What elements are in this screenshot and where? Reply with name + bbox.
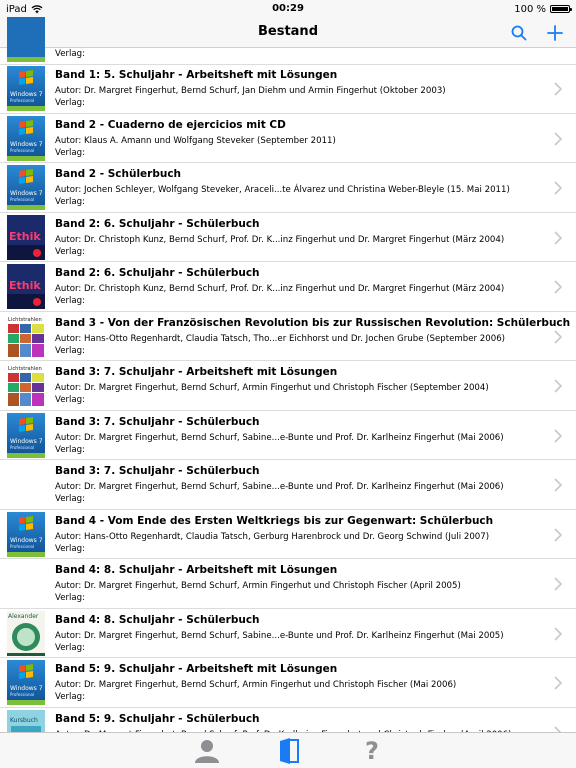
book-cover [7,165,45,210]
chevron-right-icon [554,527,562,541]
status-time: 00:29 [272,3,304,14]
book-publisher: Verlag: [55,494,86,504]
book-cover [7,561,45,606]
svg-text:Lichtstrahlen: Lichtstrahlen [8,316,42,323]
book-publisher: Verlag: [55,296,86,306]
book-cover [7,512,45,557]
book-title: Band 3: 7. Schuljahr - Arbeitsheft mit Lösungen [55,366,338,378]
book-cover [7,462,45,507]
book-publisher: Verlag: [55,692,86,702]
book-publisher: Verlag: [55,345,86,356]
chevron-right-icon [554,576,562,590]
book-title: Band 4 - Vom Ende des Ersten Weltkriegs bis zur Gegenwart: Schülerbuch [55,514,494,527]
book-author: Autor: Dr. Margret Fingerhut, Bernd Schurf, Sabine...e-Bunte und Prof. Dr. Karlheinz Fingerhut (Mai 2005) [55,630,504,641]
list-item-partial[interactable] [0,15,576,65]
battery-icon [550,5,570,13]
book-author: Autor: Dr. Margret Fingerhut, Bernd Schurf, Jan Diehm und Armin Fingerhut (Oktober 2003) [55,86,446,96]
tab-help[interactable] [357,736,387,766]
list-item[interactable] [0,411,576,461]
book-author: Autor: Dr. Margret Fingerhut, Bernd Schurf, Sabine...e-Bunte und Prof. Dr. Karlheinz Fingerhut (Mai 2006) [55,432,504,443]
svg-text:Ethik: Ethik [9,279,41,292]
svg-text:Professional: Professional [10,444,35,450]
book-cover [7,116,45,161]
book-title: Band 3: 7. Schuljahr - Schülerbuch [55,465,260,477]
chevron-right-icon [554,131,562,145]
book-publisher: Verlag: [55,197,86,207]
book-title: Band 3 - Von der Französischen Revolution bis zur Russischen Revolution: Schülerbuch [55,316,571,329]
book-cover [7,660,45,705]
book-cover [7,314,45,359]
device-label: iPad [6,3,27,15]
book-author: Autor: Hans-Otto Regenhardt, Claudia Tatsch, Tho...er Eichhorst und Dr. Jochen Grube (September 2006) [55,333,506,344]
list-item[interactable] [0,114,576,164]
book-title: Band 2: 6. Schuljahr - Schülerbuch [55,267,260,279]
book-publisher: Verlag: [55,147,86,158]
book-author: Autor: Dr. Margret Fingerhut, Bernd Schurf, Armin Fingerhut und Christoph Fischer (April 2005) [55,581,461,591]
svg-text:Windows 7: Windows 7 [10,91,43,98]
list-item[interactable] [0,460,576,510]
book-author: Autor: Dr. Margret Fingerhut, Bernd Schurf, Armin Fingerhut und Christoph Fischer (Mai 2006) [55,680,457,690]
page-title: Bestand [257,24,318,39]
book-icon [278,738,300,764]
svg-text:Windows 7: Windows 7 [10,536,43,544]
list-item[interactable] [0,163,576,213]
book-list[interactable] [0,48,576,732]
book-author: Autor: Hans-Otto Regenhardt, Claudia Tatsch, Gerburg Harenbrock und Dr. Georg Schwind (Juli 2007) [55,531,490,542]
book-title: Band 4: 8. Schuljahr - Arbeitsheft mit Lösungen [55,564,338,576]
battery-percent: 100 % [514,3,546,15]
book-author: Autor: Dr. Margret Fingerhut, Bernd Schurf, Sabine...e-Bunte und Prof. Dr. Karlheinz Fingerhut (Mai 2006) [55,482,504,492]
list-item[interactable] [0,312,576,362]
list-item[interactable] [0,213,576,263]
svg-text:Windows 7: Windows 7 [10,190,43,197]
svg-text:Professional: Professional [10,543,35,549]
chevron-right-icon [554,279,562,293]
book-title: Band 2 - Schülerbuch [55,168,182,180]
svg-text:Professional: Professional [10,197,35,202]
book-publisher: Verlag: [55,395,86,405]
chevron-right-icon [554,428,562,442]
chevron-right-icon [554,81,562,95]
book-publisher: Verlag: [55,444,86,455]
book-publisher: Verlag: [55,593,86,603]
svg-text:Kursbuch: Kursbuch [10,716,38,724]
book-publisher: Verlag: [55,49,86,59]
chevron-right-icon [554,180,562,194]
book-cover [7,413,45,458]
list-item[interactable] [0,658,576,708]
chevron-right-icon [554,329,562,343]
chevron-right-icon [554,378,562,392]
chevron-right-icon [554,230,562,244]
tab-bar [0,732,576,768]
book-author: Autor: Dr. Christoph Kunz, Bernd Schurf, Prof. Dr. K...inz Fingerhut und Dr. Margret Fingerhut (März 2004) [55,284,505,294]
book-title: Band 1: 5. Schuljahr - Arbeitsheft mit Lösungen [55,69,338,81]
book-author: Autor: Dr. Christoph Kunz, Bernd Schurf, Prof. Dr. K...inz Fingerhut und Dr. Margret Fingerhut (März 2004) [55,234,505,245]
chevron-right-icon [554,477,562,491]
list-item[interactable] [0,262,576,312]
list-item[interactable] [0,510,576,560]
book-cover [7,17,45,62]
list-item[interactable] [0,64,576,114]
book-title: Band 5: 9. Schuljahr - Arbeitsheft mit Lösungen [55,663,338,675]
book-author: Autor: Jochen Schleyer, Wolfgang Steveker, Araceli...te Álvarez und Christina Weber-Bleyle (15. Mai 2011) [55,185,510,195]
svg-text:Professional: Professional [10,692,35,697]
svg-text:Alexander: Alexander [8,612,39,620]
book-cover [7,611,45,656]
svg-text:Lichtstrahlen: Lichtstrahlen [8,366,42,372]
svg-text:Ethik: Ethik [9,229,41,243]
svg-text:Windows 7: Windows 7 [10,437,43,445]
book-publisher: Verlag: [55,246,86,257]
book-publisher: Verlag: [55,543,86,554]
question-icon: ? [365,737,379,765]
chevron-right-icon [554,675,562,689]
chevron-right-icon [554,626,562,640]
list-item[interactable] [0,559,576,609]
tab-people[interactable] [192,736,222,766]
book-title: Band 3: 7. Schuljahr - Schülerbuch [55,415,260,428]
svg-text:Windows 7: Windows 7 [10,140,43,148]
book-cover [7,363,45,408]
book-title: Band 5: 9. Schuljahr - Schülerbuch [55,712,260,725]
book-publisher: Verlag: [55,98,86,108]
book-cover [7,66,45,111]
book-author: Autor: Dr. Margret Fingerhut, Bernd Schurf, Armin Fingerhut und Christoph Fischer (September 2004) [55,383,489,393]
tab-inventory[interactable] [274,736,304,766]
svg-text:Professional: Professional [10,98,35,103]
book-cover [7,215,45,260]
book-cover [7,264,45,309]
person-icon [194,739,220,763]
book-title: Band 2: 6. Schuljahr - Schülerbuch [55,217,260,230]
book-title: Band 4: 8. Schuljahr - Schülerbuch [55,613,260,626]
list-item[interactable] [0,609,576,659]
svg-text:Professional: Professional [10,147,35,153]
book-publisher: Verlag: [55,642,86,653]
book-title: Band 2 - Cuaderno de ejercicios mit CD [55,118,286,131]
list-item[interactable] [0,361,576,411]
book-author: Autor: Klaus A. Amann und Wolfgang Steveker (September 2011) [55,135,336,146]
svg-text:Windows 7: Windows 7 [10,685,43,692]
